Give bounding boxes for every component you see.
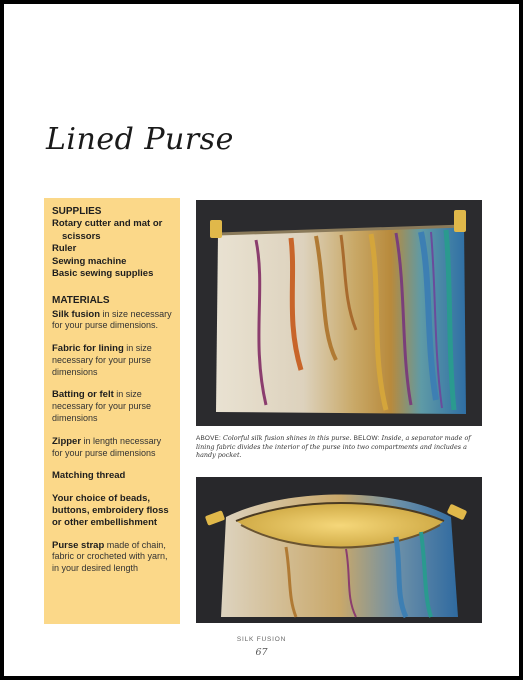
purse-photo-bottom xyxy=(196,477,482,623)
list-item: Sewing machine xyxy=(52,255,127,267)
list-item: Ruler xyxy=(52,243,77,254)
running-footer: SILK FUSION xyxy=(236,636,287,643)
material-item: Zipper in length necessary for your purse dimensions xyxy=(52,435,162,458)
photo-caption: ABOVE: Colorful silk fusion shines in this purse. BELOW: Inside, a separator made of lining fabric divides the interior of the purse into two compartments and includes a handy pocket. xyxy=(196,434,471,460)
material-item: Fabric for lining in size necessary for your purse dimensions xyxy=(52,343,152,377)
book-page xyxy=(4,4,519,676)
page-title: Lined Purse xyxy=(46,122,234,157)
supplies-sidebar xyxy=(44,198,180,624)
material-item: Purse strap made of chain, fabric or crocheted with yarn, in your desired length xyxy=(52,539,168,574)
list-item: scissors xyxy=(62,230,101,242)
purse-open-illustration xyxy=(196,477,482,623)
material-item: Matching thread xyxy=(52,470,126,482)
supplies-heading: SUPPLIES xyxy=(52,206,102,217)
purse-photo-top xyxy=(196,200,482,426)
material-item: Your choice of beads, buttons, embroidery floss or other embellishment xyxy=(52,493,169,528)
supplies-list xyxy=(52,218,172,281)
materials-heading: MATERIALS xyxy=(52,294,110,306)
list-item: Rotary cutter and mat or xyxy=(52,218,163,229)
material-item: Batting or felt in size necessary for your purse dimensions xyxy=(52,389,152,424)
purse-closed-illustration xyxy=(196,200,482,426)
list-item: Basic sewing supplies xyxy=(52,268,154,279)
material-item: Silk fusion in size necessary for your purse dimensions. xyxy=(52,308,172,331)
page-number: 67 xyxy=(255,647,268,658)
